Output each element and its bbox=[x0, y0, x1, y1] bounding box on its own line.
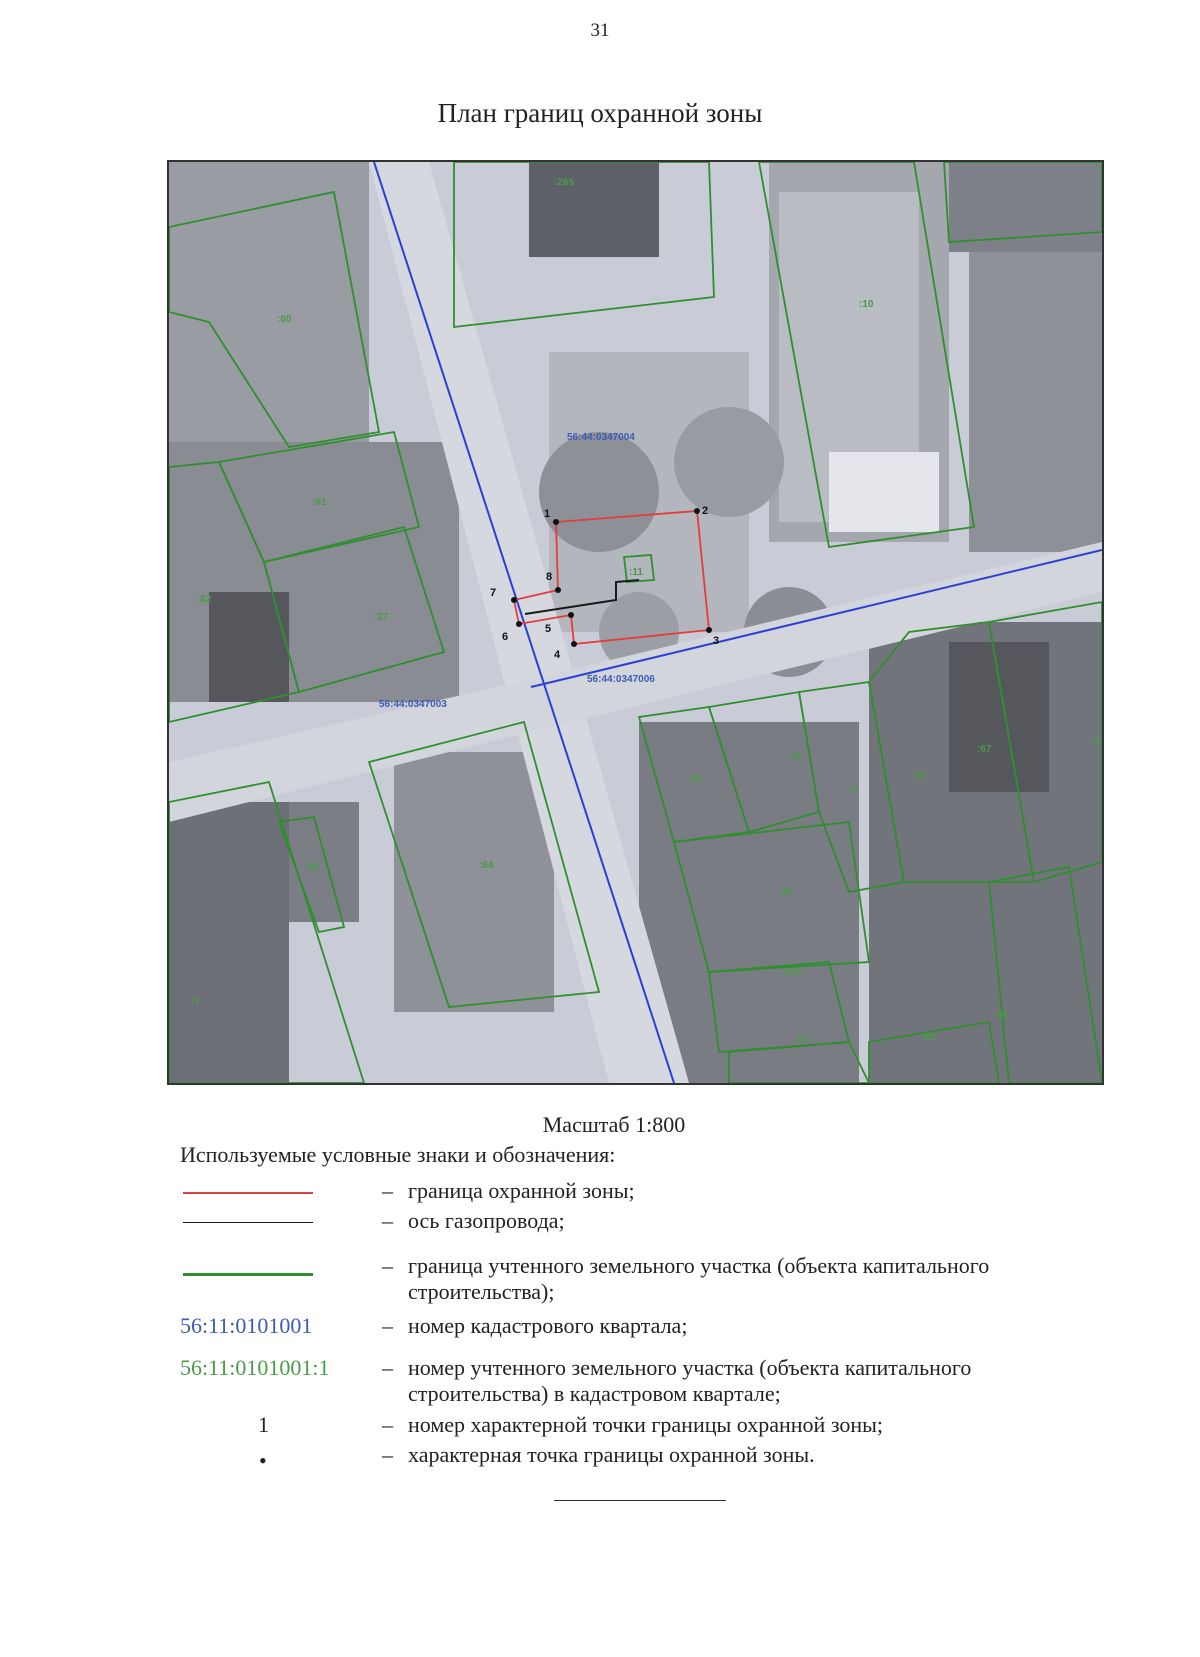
parcel-label: :83 bbox=[921, 1032, 936, 1043]
parcel-label: :79 bbox=[687, 774, 702, 785]
parcel-label: :76 bbox=[911, 771, 926, 782]
bottom-rule bbox=[554, 1500, 726, 1501]
quarter-number-sample: 56:11:0101001 bbox=[180, 1313, 313, 1338]
quarter-label: 56:44:0347004 bbox=[567, 432, 635, 443]
parcel-label: :60 bbox=[277, 314, 292, 325]
page-number: 31 bbox=[590, 20, 610, 41]
legend-heading: Используемые условные знаки и обозначения: bbox=[180, 1142, 616, 1167]
parcel-label: :78 bbox=[787, 752, 802, 763]
legend-item-text: номер учтенного земельного участка (объекта капитального строительства) в кадастровом квартале; bbox=[408, 1355, 972, 1406]
parcel-label: :27 bbox=[374, 612, 389, 623]
parcel-label: :2 bbox=[1091, 736, 1100, 747]
legend-item-text: граница учтенного земельного участка (объекта капитального строительства); bbox=[408, 1253, 990, 1304]
legend-dash: – bbox=[382, 1355, 393, 1380]
legend-dash: – bbox=[382, 1442, 393, 1467]
parcel-label: :265 bbox=[554, 177, 575, 188]
green-line-symbol bbox=[180, 1267, 340, 1295]
zone-point-label: 8 bbox=[546, 571, 553, 583]
map-scale: Масштаб 1:800 bbox=[542, 1112, 686, 1137]
zone-point-label: 1 bbox=[544, 508, 551, 520]
legend-item-text: номер кадастрового квартала; bbox=[408, 1313, 688, 1338]
legend-dash: – bbox=[382, 1178, 393, 1203]
cadastral-map[interactable] bbox=[167, 160, 1104, 1085]
zone-point-label: 7 bbox=[490, 587, 497, 599]
parcel-label: :92 bbox=[994, 1010, 1009, 1021]
parcel-label: :67 bbox=[977, 744, 992, 755]
parcel-label: :61 bbox=[312, 497, 327, 508]
parcel-label: :66 bbox=[305, 862, 320, 873]
zone-point-label: 5 bbox=[545, 623, 552, 635]
legend-item-text: характерная точка границы охранной зоны. bbox=[408, 1442, 815, 1467]
parcel-label: :80 bbox=[779, 887, 794, 898]
parcel-label: :156 bbox=[781, 967, 802, 978]
parcel-label: :62 bbox=[197, 594, 212, 605]
page-title: План границ охранной зоны bbox=[437, 98, 763, 128]
legend-item-text: ось газопровода; bbox=[408, 1208, 565, 1233]
legend-item-text: граница охранной зоны; bbox=[408, 1178, 635, 1203]
zone-point-label: 2 bbox=[702, 505, 709, 517]
point-dot-sample: • bbox=[259, 1448, 267, 1473]
legend-dash: – bbox=[382, 1412, 393, 1437]
quarter-label: 56:44:0347003 bbox=[379, 699, 447, 710]
black-line-symbol bbox=[180, 1208, 340, 1236]
parcel-label: :10 bbox=[859, 299, 874, 310]
parcel-number-sample: 56:11:0101001:1 bbox=[180, 1355, 330, 1380]
legend-dash: – bbox=[382, 1253, 393, 1278]
legend-item-text: номер характерной точки границы охранной зоны; bbox=[408, 1412, 884, 1437]
legend-dash: – bbox=[382, 1208, 393, 1233]
parcel-label: :77 bbox=[845, 786, 860, 797]
parcel-label: :1 bbox=[191, 996, 200, 1007]
point-number-sample: 1 bbox=[258, 1412, 269, 1437]
zone-point-label: 6 bbox=[502, 631, 509, 643]
zone-point-label: 4 bbox=[554, 649, 561, 661]
parcel-label: :64 bbox=[479, 860, 494, 871]
red-line-symbol bbox=[180, 1178, 340, 1206]
quarter-label: 56:44:0347006 bbox=[587, 674, 655, 685]
zone-point-label: 3 bbox=[713, 635, 720, 647]
parcel-label: :81 bbox=[795, 1034, 810, 1045]
parcel-label: :11 bbox=[629, 567, 643, 578]
legend-dash: – bbox=[382, 1313, 393, 1338]
